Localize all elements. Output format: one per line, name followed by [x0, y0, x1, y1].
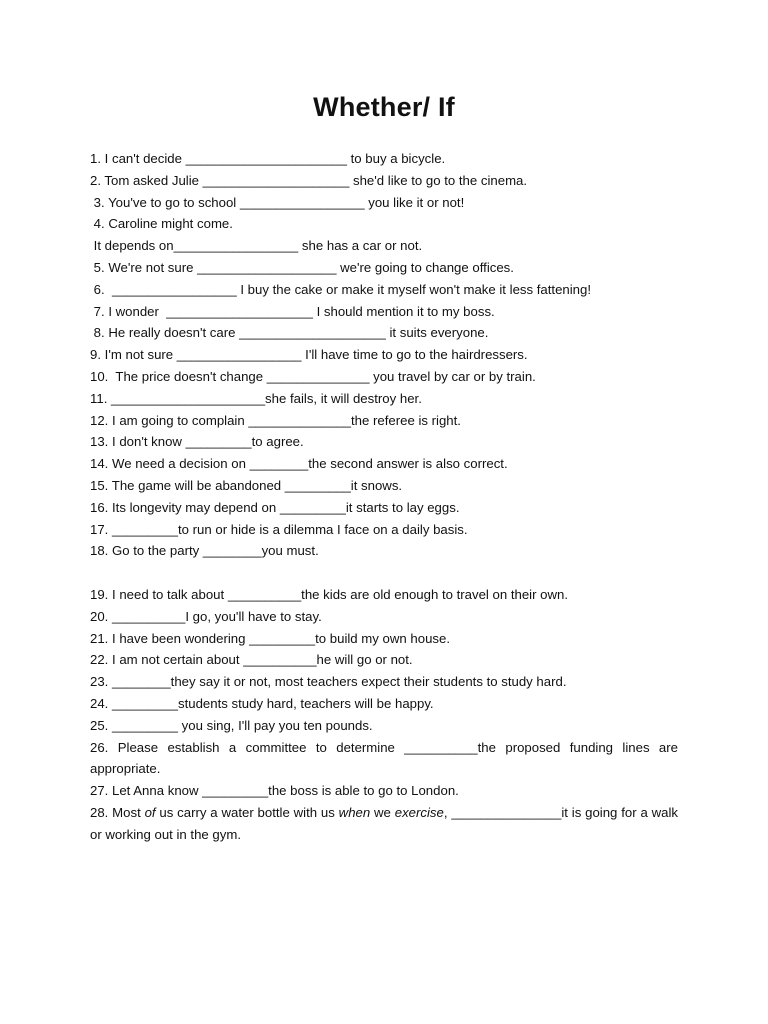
exercise-item-12: 12. I am going to complain ______________the referee is right.	[90, 412, 461, 428]
exercise-item-3: 3. You've to go to school _________________ you like it or not!	[90, 194, 465, 210]
exercise-item-10: 10. The price doesn't change ______________ you travel by car or by train.	[90, 368, 536, 384]
exercise-item-8: 8. He really doesn't care ____________________ it suits everyone.	[90, 325, 489, 341]
exercise-item-1: 1. I can't decide ______________________ to buy a bicycle.	[90, 151, 446, 166]
section-gap	[90, 562, 678, 584]
item-28-part-7: , _______________it is going for a walk or working out in the gym.	[90, 804, 678, 842]
exercise-item-15: 15. The game will be abandoned _________it snows.	[90, 477, 403, 493]
exercise-item-16: 16. Its longevity may depend on _________it starts to lay eggs.	[90, 499, 460, 515]
exercise-item-25: 25. _________ you sing, I'll pay you ten pounds.	[90, 717, 373, 733]
exercise-item-13: 13. I don't know _________to agree.	[90, 434, 304, 450]
exercise-item-11: 11. _____________________she fails, it will destroy her.	[90, 390, 422, 406]
item-28-part-2: of	[144, 804, 156, 820]
exercise-item-7: 7. I wonder ____________________ I should mention it to my boss.	[90, 303, 495, 319]
exercise-item-5: 5. We're not sure ___________________ we're going to change offices.	[90, 259, 514, 275]
item-28-part-6: exercise	[394, 804, 444, 820]
exercise-item-21: 21. I have been wondering _________to build my own house.	[90, 630, 450, 646]
exercise-item-28	[90, 802, 678, 846]
exercise-item-4-continued: It depends on_________________ she has a car or not.	[90, 238, 423, 254]
exercise-item-18: 18. Go to the party ________you must.	[90, 543, 319, 559]
item-28-part-1: 28. Most	[90, 804, 145, 820]
exercise-item-14: 14. We need a decision on ________the second answer is also correct.	[90, 456, 508, 472]
exercise-item-4: 4. Caroline might come.	[90, 216, 233, 232]
item-28-part-5: we	[370, 804, 395, 820]
exercise-item-23: 23. ________they say it or not, most teachers expect their students to study hard.	[90, 674, 567, 690]
exercise-item-27: 27. Let Anna know _________the boss is able to go to London.	[90, 783, 459, 799]
exercise-item-9: 9. I'm not sure _________________ I'll have time to go to the hairdressers.	[90, 347, 528, 363]
exercise-item-26: 26. Please establish a committee to determine __________the proposed funding lines are appropriate.	[90, 739, 678, 777]
item-28-part-3: us carry a water bottle with us	[155, 804, 339, 820]
worksheet-title: Whether/ If	[313, 92, 455, 122]
exercise-item-2: 2. Tom asked Julie ____________________ she'd like to go to the cinema.	[90, 172, 528, 188]
exercise-list	[90, 148, 678, 846]
exercise-item-19: 19. I need to talk about __________the kids are old enough to travel on their own.	[90, 586, 569, 602]
exercise-item-17: 17. _________to run or hide is a dilemma I face on a daily basis.	[90, 521, 468, 537]
exercise-item-24: 24. _________students study hard, teachers will be happy.	[90, 695, 434, 711]
exercise-item-6: 6. _________________ I buy the cake or make it myself won't make it less fattening!	[90, 281, 592, 297]
exercise-item-22: 22. I am not certain about __________he will go or not.	[90, 652, 413, 668]
item-28-part-4: when	[338, 804, 371, 820]
exercise-item-20: 20. __________I go, you'll have to stay.	[90, 608, 322, 624]
